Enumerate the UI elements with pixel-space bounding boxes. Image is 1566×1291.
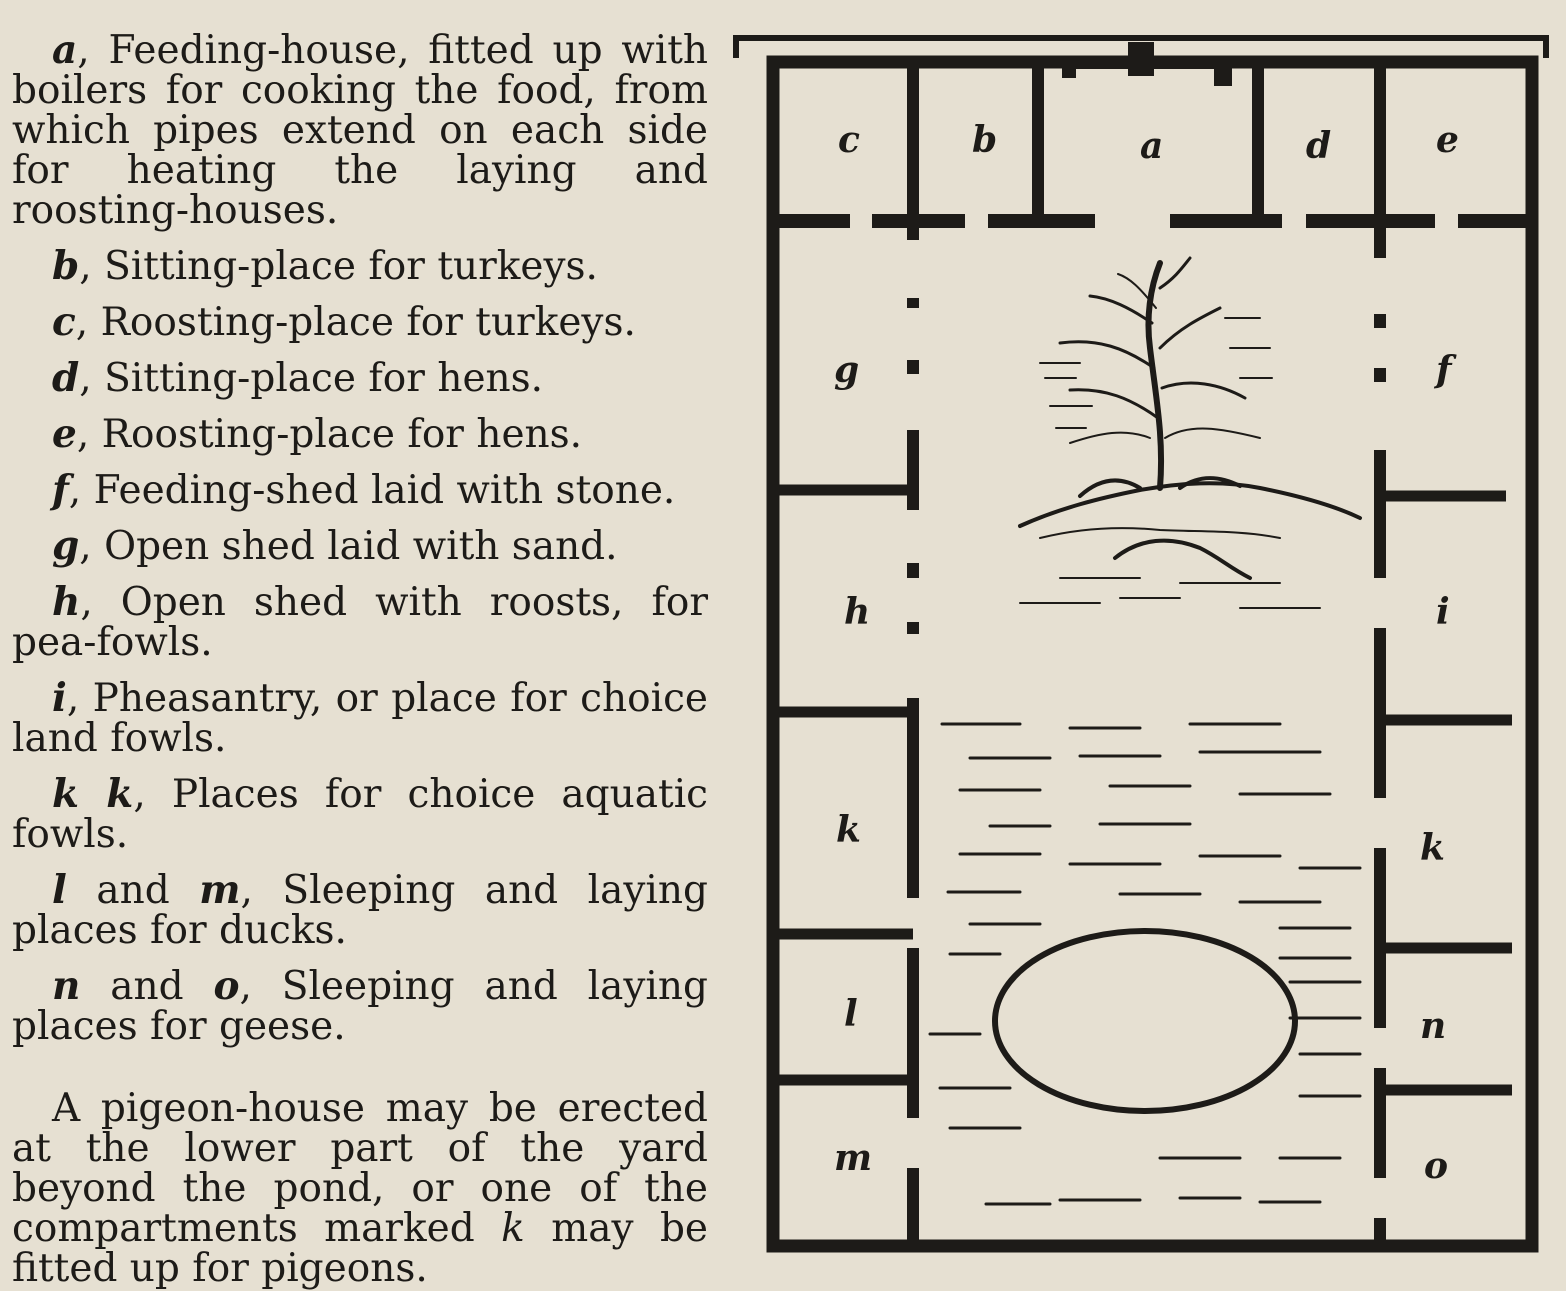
legend-text [12, 27, 709, 1291]
legend-key: n [52, 963, 81, 1009]
label-i: i [1436, 591, 1450, 633]
label-e: e [1436, 119, 1459, 161]
note-part1: A pigeon-house may be erected at the lower part of the yard beyond the pond, or one of the compartments marked [12, 1086, 708, 1251]
tree-illustration [1020, 258, 1360, 608]
legend-description: Feeding-shed laid with stone. [93, 468, 676, 513]
label-o: o [1424, 1145, 1449, 1187]
legend-key: a [52, 27, 78, 73]
legend-entry [12, 523, 708, 569]
pond [995, 931, 1295, 1111]
legend-description: Feeding-house, fitted up with boilers for cooking the food, from which pipes extend on each side for heating the laying and roosting-houses. [12, 28, 708, 233]
legend-sep: , [79, 524, 92, 569]
note-italic-k: k [501, 1206, 525, 1251]
entry-indent [12, 964, 52, 1009]
note-part2: may be fitted up for pigeons. [12, 1206, 708, 1291]
legend-description: Sleeping and laying places for geese. [12, 964, 708, 1049]
label-l: l [844, 993, 858, 1035]
entry-indent [12, 868, 52, 913]
outer-wall [773, 62, 1532, 1246]
pigeon-house-note [12, 1086, 708, 1291]
legend-key: h [52, 579, 81, 625]
entry-indent [12, 412, 52, 457]
legend-key: c [52, 299, 76, 345]
label-b: b [972, 119, 998, 161]
legend-entry [12, 27, 708, 233]
legend-sep: , [66, 676, 80, 721]
label-k-left: k [836, 809, 861, 851]
label-f: f [1436, 349, 1452, 391]
label-g: g [834, 349, 860, 391]
legend-description: Places for choice aquatic fowls. [12, 772, 709, 857]
legend-entry [12, 579, 708, 665]
legend-sep2: , [239, 964, 252, 1009]
legend-key2: m [199, 867, 241, 913]
entry-indent [12, 300, 52, 345]
legend-description: Sitting-place for turkeys. [104, 244, 598, 289]
legend-description: Sitting-place for hens. [104, 356, 544, 401]
marsh-grass [930, 724, 1360, 1204]
legend-key: g [52, 523, 80, 569]
boiler-right [1214, 68, 1232, 86]
legend-key: i [52, 675, 67, 721]
legend-key: l [52, 867, 67, 913]
entry-indent [12, 772, 52, 817]
legend-sep: , [80, 580, 93, 625]
entry-indent [12, 244, 52, 289]
legend-sep: , [77, 28, 90, 73]
legend-description: Roosting-place for hens. [101, 412, 583, 457]
legend-description: Roosting-place for turkeys. [100, 300, 636, 345]
label-k-right: k [1420, 827, 1445, 869]
note-indent [12, 1086, 52, 1131]
legend-sep: , [79, 244, 92, 289]
legend-description: Pheasantry, or place for choice land fowls. [12, 676, 708, 761]
legend-key: f [52, 467, 69, 513]
legend-entry [12, 355, 708, 401]
label-n: n [1420, 1005, 1447, 1047]
legend-sep: and [80, 964, 214, 1009]
poultry-yard-plan [720, 18, 1566, 1281]
legend-list [12, 27, 709, 1049]
entry-indent [12, 468, 52, 513]
label-c: c [838, 119, 860, 161]
entry-indent [12, 28, 52, 73]
legend-sep: , [76, 412, 90, 457]
label-a: a [1140, 125, 1164, 167]
entry-indent [12, 356, 52, 401]
legend-description: Open shed with roosts, for pea-fowls. [12, 580, 708, 665]
legend-entry [12, 243, 708, 289]
entry-indent [12, 580, 52, 625]
legend-entry [12, 299, 708, 345]
legend-key: e [52, 411, 77, 457]
label-m: m [834, 1137, 873, 1179]
legend-entry [12, 467, 708, 513]
legend-description: Open shed laid with sand. [104, 524, 618, 569]
legend-entry [12, 771, 709, 857]
legend-entry [12, 867, 708, 953]
entry-indent [12, 676, 52, 721]
label-d: d [1306, 125, 1332, 167]
entry-indent [12, 524, 52, 569]
legend-key: d [52, 355, 80, 401]
legend-description: Sleeping and laying places for ducks. [12, 868, 708, 953]
legend-key: k k [52, 771, 134, 817]
legend-sep: and [66, 868, 200, 913]
legend-key: b [52, 243, 80, 289]
legend-entry [12, 963, 708, 1049]
label-h: h [844, 591, 871, 633]
legend-sep: , [79, 356, 92, 401]
plan-drawing [720, 18, 1566, 1281]
legend-sep2: , [240, 868, 253, 913]
legend-entry [12, 675, 708, 761]
legend-sep: , [68, 468, 82, 513]
legend-sep: , [75, 300, 89, 345]
legend-key2: o [213, 963, 240, 1009]
legend-sep: , [133, 772, 146, 817]
legend-entry [12, 411, 708, 457]
